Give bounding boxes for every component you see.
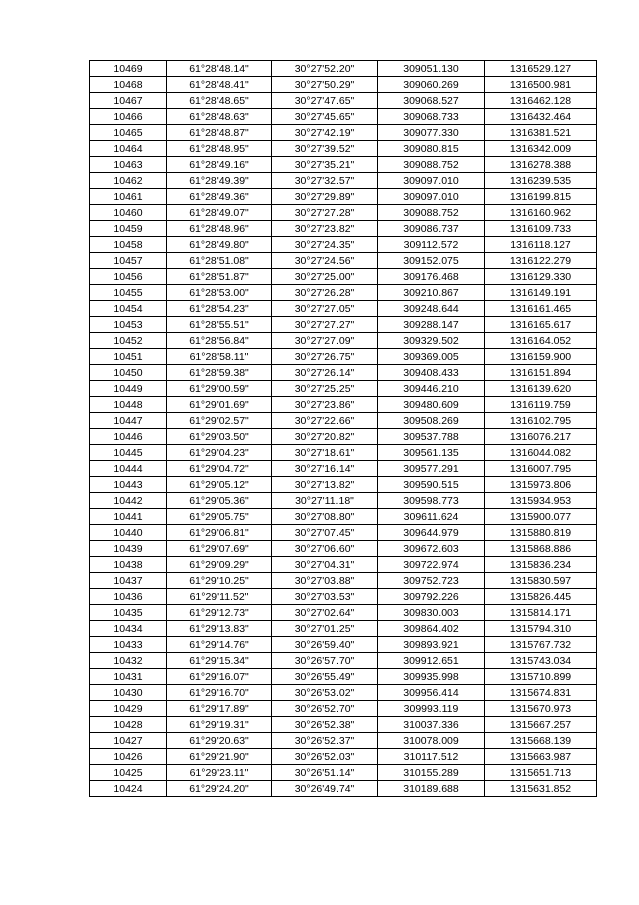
y-coordinate-cell: 1316122.279 [485,253,597,269]
point-number-cell: 10431 [90,669,167,685]
latitude-cell: 61°29'13.83" [167,621,272,637]
latitude-cell: 61°29'05.12" [167,477,272,493]
x-coordinate-cell: 310189.688 [378,781,485,797]
x-coordinate-cell: 309993.119 [378,701,485,717]
y-coordinate-cell: 1315668.139 [485,733,597,749]
latitude-cell: 61°29'05.36" [167,493,272,509]
table-row [90,749,597,765]
point-number-cell: 10455 [90,285,167,301]
x-coordinate-cell: 309644.979 [378,525,485,541]
longitude-cell: 30°27'26.75" [272,349,378,365]
table-row [90,301,597,317]
longitude-cell: 30°27'23.86" [272,397,378,413]
y-coordinate-cell: 1316119.759 [485,397,597,413]
x-coordinate-cell: 309051.130 [378,61,485,77]
longitude-cell: 30°27'03.88" [272,573,378,589]
x-coordinate-cell: 309060.269 [378,77,485,93]
coordinates-table-body [90,61,597,797]
x-coordinate-cell: 309508.269 [378,413,485,429]
y-coordinate-cell: 1316102.795 [485,413,597,429]
latitude-cell: 61°29'15.34" [167,653,272,669]
longitude-cell: 30°27'32.57" [272,173,378,189]
point-number-cell: 10428 [90,717,167,733]
table-row [90,349,597,365]
x-coordinate-cell: 309408.433 [378,365,485,381]
table-row [90,333,597,349]
latitude-cell: 61°28'48.65" [167,93,272,109]
y-coordinate-cell: 1316159.900 [485,349,597,365]
point-number-cell: 10464 [90,141,167,157]
x-coordinate-cell: 309577.291 [378,461,485,477]
longitude-cell: 30°27'47.65" [272,93,378,109]
latitude-cell: 61°29'03.50" [167,429,272,445]
point-number-cell: 10466 [90,109,167,125]
point-number-cell: 10447 [90,413,167,429]
x-coordinate-cell: 309537.788 [378,429,485,445]
x-coordinate-cell: 309152.075 [378,253,485,269]
y-coordinate-cell: 1315667.257 [485,717,597,733]
longitude-cell: 30°27'27.27" [272,317,378,333]
latitude-cell: 61°29'14.76" [167,637,272,653]
y-coordinate-cell: 1316462.128 [485,93,597,109]
point-number-cell: 10441 [90,509,167,525]
table-row [90,717,597,733]
longitude-cell: 30°26'52.70" [272,701,378,717]
latitude-cell: 61°29'23.11" [167,765,272,781]
x-coordinate-cell: 309830.003 [378,605,485,621]
table-row [90,509,597,525]
point-number-cell: 10430 [90,685,167,701]
longitude-cell: 30°27'26.14" [272,365,378,381]
longitude-cell: 30°27'35.21" [272,157,378,173]
x-coordinate-cell: 309752.723 [378,573,485,589]
latitude-cell: 61°29'16.70" [167,685,272,701]
y-coordinate-cell: 1316139.620 [485,381,597,397]
latitude-cell: 61°29'21.90" [167,749,272,765]
x-coordinate-cell: 309176.468 [378,269,485,285]
point-number-cell: 10450 [90,365,167,381]
point-number-cell: 10460 [90,205,167,221]
point-number-cell: 10459 [90,221,167,237]
longitude-cell: 30°27'22.66" [272,413,378,429]
x-coordinate-cell: 309288.147 [378,317,485,333]
y-coordinate-cell: 1315743.034 [485,653,597,669]
y-coordinate-cell: 1316076.217 [485,429,597,445]
point-number-cell: 10434 [90,621,167,637]
y-coordinate-cell: 1315651.713 [485,765,597,781]
table-row [90,557,597,573]
table-row [90,253,597,269]
x-coordinate-cell: 309088.752 [378,157,485,173]
x-coordinate-cell: 309956.414 [378,685,485,701]
x-coordinate-cell: 310155.289 [378,765,485,781]
x-coordinate-cell: 309077.330 [378,125,485,141]
table-row [90,653,597,669]
point-number-cell: 10469 [90,61,167,77]
table-row [90,445,597,461]
latitude-cell: 61°28'58.11" [167,349,272,365]
latitude-cell: 61°28'48.95" [167,141,272,157]
latitude-cell: 61°28'48.96" [167,221,272,237]
latitude-cell: 61°28'49.07" [167,205,272,221]
point-number-cell: 10429 [90,701,167,717]
point-number-cell: 10462 [90,173,167,189]
x-coordinate-cell: 309097.010 [378,189,485,205]
longitude-cell: 30°27'24.35" [272,237,378,253]
y-coordinate-cell: 1316161.465 [485,301,597,317]
longitude-cell: 30°27'23.82" [272,221,378,237]
y-coordinate-cell: 1316149.191 [485,285,597,301]
longitude-cell: 30°26'52.03" [272,749,378,765]
x-coordinate-cell: 309088.752 [378,205,485,221]
point-number-cell: 10445 [90,445,167,461]
table-row [90,221,597,237]
coordinates-table [89,60,597,797]
x-coordinate-cell: 309480.609 [378,397,485,413]
y-coordinate-cell: 1316199.815 [485,189,597,205]
x-coordinate-cell: 309248.644 [378,301,485,317]
y-coordinate-cell: 1315674.831 [485,685,597,701]
table-row [90,413,597,429]
latitude-cell: 61°28'48.87" [167,125,272,141]
latitude-cell: 61°28'48.41" [167,77,272,93]
longitude-cell: 30°26'57.70" [272,653,378,669]
latitude-cell: 61°29'02.57" [167,413,272,429]
table-row [90,701,597,717]
point-number-cell: 10468 [90,77,167,93]
table-row [90,397,597,413]
longitude-cell: 30°27'25.25" [272,381,378,397]
y-coordinate-cell: 1315670.973 [485,701,597,717]
longitude-cell: 30°26'52.38" [272,717,378,733]
point-number-cell: 10432 [90,653,167,669]
longitude-cell: 30°27'24.56" [272,253,378,269]
longitude-cell: 30°27'27.28" [272,205,378,221]
table-row [90,493,597,509]
y-coordinate-cell: 1315880.819 [485,525,597,541]
y-coordinate-cell: 1316151.894 [485,365,597,381]
latitude-cell: 61°29'00.59" [167,381,272,397]
x-coordinate-cell: 309210.867 [378,285,485,301]
table-row [90,477,597,493]
y-coordinate-cell: 1316381.521 [485,125,597,141]
table-row [90,525,597,541]
longitude-cell: 30°26'51.14" [272,765,378,781]
longitude-cell: 30°27'39.52" [272,141,378,157]
x-coordinate-cell: 309097.010 [378,173,485,189]
y-coordinate-cell: 1316432.464 [485,109,597,125]
table-row [90,381,597,397]
x-coordinate-cell: 309080.815 [378,141,485,157]
table-row [90,269,597,285]
y-coordinate-cell: 1316044.082 [485,445,597,461]
y-coordinate-cell: 1316165.617 [485,317,597,333]
point-number-cell: 10439 [90,541,167,557]
y-coordinate-cell: 1315814.171 [485,605,597,621]
latitude-cell: 61°29'05.75" [167,509,272,525]
longitude-cell: 30°27'29.89" [272,189,378,205]
table-row [90,205,597,221]
longitude-cell: 30°27'02.64" [272,605,378,621]
longitude-cell: 30°26'55.49" [272,669,378,685]
latitude-cell: 61°28'48.63" [167,109,272,125]
longitude-cell: 30°26'52.37" [272,733,378,749]
table-row [90,429,597,445]
table-row [90,573,597,589]
point-number-cell: 10427 [90,733,167,749]
longitude-cell: 30°27'50.29" [272,77,378,93]
y-coordinate-cell: 1316109.733 [485,221,597,237]
x-coordinate-cell: 310078.009 [378,733,485,749]
point-number-cell: 10437 [90,573,167,589]
longitude-cell: 30°27'20.82" [272,429,378,445]
y-coordinate-cell: 1315868.886 [485,541,597,557]
latitude-cell: 61°29'07.69" [167,541,272,557]
y-coordinate-cell: 1316007.795 [485,461,597,477]
table-row [90,669,597,685]
y-coordinate-cell: 1315631.852 [485,781,597,797]
latitude-cell: 61°28'49.80" [167,237,272,253]
table-row [90,685,597,701]
y-coordinate-cell: 1315663.987 [485,749,597,765]
longitude-cell: 30°27'18.61" [272,445,378,461]
latitude-cell: 61°28'53.00" [167,285,272,301]
y-coordinate-cell: 1316342.009 [485,141,597,157]
x-coordinate-cell: 309912.651 [378,653,485,669]
point-number-cell: 10425 [90,765,167,781]
longitude-cell: 30°27'45.65" [272,109,378,125]
longitude-cell: 30°26'49.74" [272,781,378,797]
table-row [90,93,597,109]
point-number-cell: 10436 [90,589,167,605]
latitude-cell: 61°29'20.63" [167,733,272,749]
latitude-cell: 61°28'59.38" [167,365,272,381]
point-number-cell: 10442 [90,493,167,509]
x-coordinate-cell: 309598.773 [378,493,485,509]
point-number-cell: 10467 [90,93,167,109]
longitude-cell: 30°27'11.18" [272,493,378,509]
point-number-cell: 10456 [90,269,167,285]
point-number-cell: 10461 [90,189,167,205]
table-row [90,141,597,157]
point-number-cell: 10452 [90,333,167,349]
y-coordinate-cell: 1315794.310 [485,621,597,637]
point-number-cell: 10435 [90,605,167,621]
y-coordinate-cell: 1315900.077 [485,509,597,525]
table-row [90,109,597,125]
x-coordinate-cell: 310037.336 [378,717,485,733]
point-number-cell: 10458 [90,237,167,253]
latitude-cell: 61°29'11.52" [167,589,272,605]
y-coordinate-cell: 1315826.445 [485,589,597,605]
latitude-cell: 61°29'04.72" [167,461,272,477]
table-row [90,781,597,797]
x-coordinate-cell: 309369.005 [378,349,485,365]
latitude-cell: 61°28'49.16" [167,157,272,173]
y-coordinate-cell: 1316164.052 [485,333,597,349]
longitude-cell: 30°27'04.31" [272,557,378,573]
latitude-cell: 61°29'04.23" [167,445,272,461]
y-coordinate-cell: 1315836.234 [485,557,597,573]
y-coordinate-cell: 1316118.127 [485,237,597,253]
table-row [90,541,597,557]
longitude-cell: 30°27'01.25" [272,621,378,637]
latitude-cell: 61°29'12.73" [167,605,272,621]
longitude-cell: 30°27'52.20" [272,61,378,77]
point-number-cell: 10433 [90,637,167,653]
latitude-cell: 61°28'55.51" [167,317,272,333]
point-number-cell: 10457 [90,253,167,269]
point-number-cell: 10465 [90,125,167,141]
latitude-cell: 61°28'51.87" [167,269,272,285]
point-number-cell: 10451 [90,349,167,365]
point-number-cell: 10443 [90,477,167,493]
longitude-cell: 30°27'03.53" [272,589,378,605]
x-coordinate-cell: 309112.572 [378,237,485,253]
y-coordinate-cell: 1315830.597 [485,573,597,589]
table-row [90,589,597,605]
table-row [90,285,597,301]
x-coordinate-cell: 309561.135 [378,445,485,461]
x-coordinate-cell: 309864.402 [378,621,485,637]
y-coordinate-cell: 1316160.962 [485,205,597,221]
x-coordinate-cell: 309672.603 [378,541,485,557]
table-row [90,733,597,749]
longitude-cell: 30°27'27.05" [272,301,378,317]
latitude-cell: 61°29'19.31" [167,717,272,733]
table-row [90,173,597,189]
table-row [90,461,597,477]
longitude-cell: 30°27'07.45" [272,525,378,541]
table-row [90,317,597,333]
table-row [90,365,597,381]
latitude-cell: 61°29'01.69" [167,397,272,413]
longitude-cell: 30°26'53.02" [272,685,378,701]
latitude-cell: 61°28'56.84" [167,333,272,349]
y-coordinate-cell: 1316278.388 [485,157,597,173]
x-coordinate-cell: 309611.624 [378,509,485,525]
latitude-cell: 61°28'48.14" [167,61,272,77]
table-row [90,237,597,253]
y-coordinate-cell: 1315973.806 [485,477,597,493]
point-number-cell: 10449 [90,381,167,397]
x-coordinate-cell: 309893.921 [378,637,485,653]
point-number-cell: 10453 [90,317,167,333]
table-row [90,637,597,653]
y-coordinate-cell: 1316129.330 [485,269,597,285]
table-row [90,61,597,77]
longitude-cell: 30°27'42.19" [272,125,378,141]
table-row [90,125,597,141]
x-coordinate-cell: 309068.733 [378,109,485,125]
point-number-cell: 10463 [90,157,167,173]
table-row [90,765,597,781]
x-coordinate-cell: 309329.502 [378,333,485,349]
point-number-cell: 10438 [90,557,167,573]
longitude-cell: 30°27'16.14" [272,461,378,477]
y-coordinate-cell: 1316529.127 [485,61,597,77]
y-coordinate-cell: 1315934.953 [485,493,597,509]
longitude-cell: 30°27'25.00" [272,269,378,285]
latitude-cell: 61°28'49.36" [167,189,272,205]
table-row [90,77,597,93]
latitude-cell: 61°29'06.81" [167,525,272,541]
x-coordinate-cell: 309722.974 [378,557,485,573]
table-row [90,157,597,173]
latitude-cell: 61°29'24.20" [167,781,272,797]
point-number-cell: 10440 [90,525,167,541]
x-coordinate-cell: 309792.226 [378,589,485,605]
table-row [90,621,597,637]
latitude-cell: 61°28'49.39" [167,173,272,189]
longitude-cell: 30°27'06.60" [272,541,378,557]
latitude-cell: 61°28'54.23" [167,301,272,317]
table-row [90,189,597,205]
latitude-cell: 61°29'09.29" [167,557,272,573]
x-coordinate-cell: 309086.737 [378,221,485,237]
latitude-cell: 61°28'51.08" [167,253,272,269]
x-coordinate-cell: 309935.998 [378,669,485,685]
longitude-cell: 30°27'08.80" [272,509,378,525]
longitude-cell: 30°27'27.09" [272,333,378,349]
latitude-cell: 61°29'16.07" [167,669,272,685]
point-number-cell: 10444 [90,461,167,477]
x-coordinate-cell: 309590.515 [378,477,485,493]
point-number-cell: 10446 [90,429,167,445]
point-number-cell: 10448 [90,397,167,413]
longitude-cell: 30°27'26.28" [272,285,378,301]
point-number-cell: 10426 [90,749,167,765]
point-number-cell: 10424 [90,781,167,797]
y-coordinate-cell: 1315767.732 [485,637,597,653]
y-coordinate-cell: 1315710.899 [485,669,597,685]
x-coordinate-cell: 309068.527 [378,93,485,109]
latitude-cell: 61°29'17.89" [167,701,272,717]
latitude-cell: 61°29'10.25" [167,573,272,589]
point-number-cell: 10454 [90,301,167,317]
table-row [90,605,597,621]
x-coordinate-cell: 309446.210 [378,381,485,397]
longitude-cell: 30°26'59.40" [272,637,378,653]
y-coordinate-cell: 1316500.981 [485,77,597,93]
longitude-cell: 30°27'13.82" [272,477,378,493]
y-coordinate-cell: 1316239.535 [485,173,597,189]
x-coordinate-cell: 310117.512 [378,749,485,765]
